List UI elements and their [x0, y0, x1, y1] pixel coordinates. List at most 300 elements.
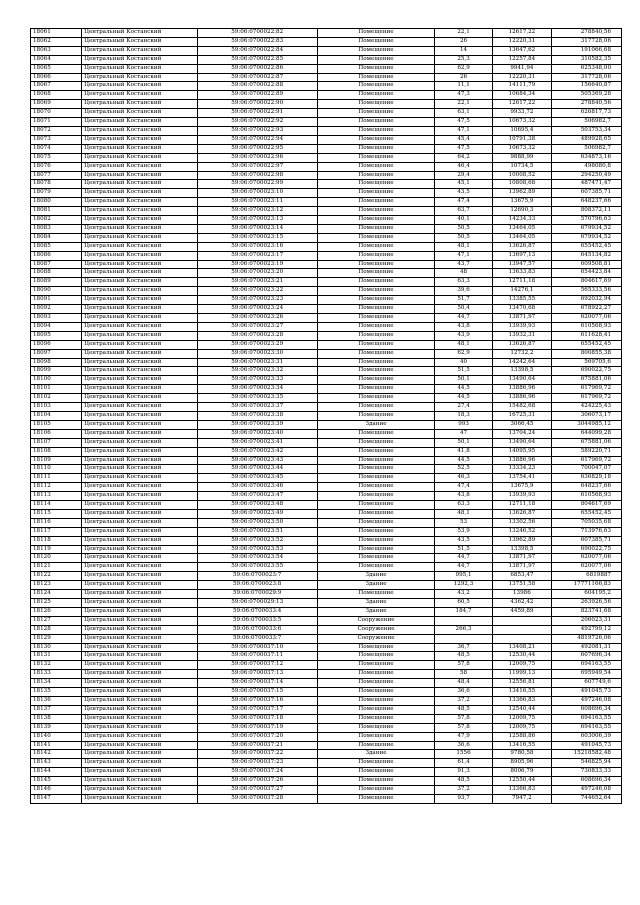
unit-rate-cell: 13704,24: [492, 429, 551, 438]
object-type-cell: Помещение: [317, 322, 435, 331]
object-type-cell: Помещение: [317, 643, 435, 652]
district-name-cell: Центральный Костанский: [82, 483, 198, 492]
row-number-cell: 18115: [31, 509, 82, 518]
unit-rate-cell: 13939,93: [492, 322, 551, 331]
area-value-cell: 44,5: [435, 456, 492, 465]
cadastral-number-cell: 59:06:0700023:12: [197, 207, 317, 216]
area-value-cell: 50,5: [435, 233, 492, 242]
cadastral-value-cell: 310582,35: [552, 55, 622, 64]
district-name-cell: Центральный Костанский: [82, 420, 198, 429]
cadastral-value-cell: 570796,63: [552, 216, 622, 225]
unit-rate-cell: 12617,22: [492, 29, 551, 38]
district-name-cell: Центральный Костанский: [82, 349, 198, 358]
table-row: [31, 545, 622, 554]
area-value-cell: 51,5: [435, 367, 492, 376]
object-type-cell: Помещение: [317, 109, 435, 118]
district-name-cell: Центральный Костанский: [82, 278, 198, 287]
district-name-cell: Центральный Костанский: [82, 153, 198, 162]
table-row: [31, 162, 622, 171]
object-type-cell: Помещение: [317, 768, 435, 777]
table-row: [31, 670, 622, 679]
cadastral-number-cell: 59:06:0700033:4: [197, 607, 317, 616]
area-value-cell: 43,8: [435, 322, 492, 331]
object-type-cell: Помещение: [317, 305, 435, 314]
table-row: [31, 438, 622, 447]
cadastral-value-cell: 713976,63: [552, 527, 622, 536]
cadastral-value-cell: 424225,43: [552, 403, 622, 412]
area-value-cell: 53: [435, 518, 492, 527]
cadastral-number-cell: 59:06:0700023:19: [197, 260, 317, 269]
row-number-cell: 18072: [31, 126, 82, 135]
table-row: [31, 171, 622, 180]
district-name-cell: Центральный Костанский: [82, 750, 198, 759]
area-value-cell: 91,3: [435, 768, 492, 777]
row-number-cell: 18144: [31, 768, 82, 777]
object-type-cell: Помещение: [317, 296, 435, 305]
table-row: [31, 376, 622, 385]
area-value-cell: 18,3: [435, 411, 492, 420]
cadastral-number-cell: 59:06:0700023:47: [197, 492, 317, 501]
cadastral-table: [30, 28, 622, 804]
cadastral-value-cell: 278840,56: [552, 100, 622, 109]
district-name-cell: Центральный Костанский: [82, 447, 198, 456]
unit-rate-cell: 13626,87: [492, 242, 551, 251]
object-type-cell: Помещение: [317, 536, 435, 545]
district-name-cell: Центральный Костанский: [82, 251, 198, 260]
unit-rate-cell: 15482,68: [492, 403, 551, 412]
unit-rate-cell: 13932,31: [492, 331, 551, 340]
cadastral-number-cell: 59:06:0700037:13: [197, 670, 317, 679]
cadastral-value-cell: 744652,64: [552, 794, 622, 803]
object-type-cell: Помещение: [317, 358, 435, 367]
area-value-cell: 57,8: [435, 714, 492, 723]
row-number-cell: 18075: [31, 153, 82, 162]
table-row: [31, 37, 622, 46]
district-name-cell: Центральный Костанский: [82, 242, 198, 251]
cadastral-number-cell: 59:06:0700023:55: [197, 563, 317, 572]
row-number-cell: 18125: [31, 599, 82, 608]
object-type-cell: Помещение: [317, 509, 435, 518]
object-type-cell: Помещение: [317, 732, 435, 741]
cadastral-number-cell: 59:06:0700022:98: [197, 171, 317, 180]
row-number-cell: 18113: [31, 492, 82, 501]
row-number-cell: 18070: [31, 109, 82, 118]
area-value-cell: 63,1: [435, 109, 492, 118]
object-type-cell: Помещение: [317, 501, 435, 510]
cadastral-value-cell: 690022,75: [552, 545, 622, 554]
district-name-cell: Центральный Костанский: [82, 554, 198, 563]
row-number-cell: 18121: [31, 563, 82, 572]
object-type-cell: Помещение: [317, 91, 435, 100]
cadastral-value-cell: 492799,12: [552, 625, 622, 634]
unit-rate-cell: 13633,83: [492, 269, 551, 278]
cadastral-number-cell: 59:06:0700023:50: [197, 518, 317, 527]
district-name-cell: Центральный Костанский: [82, 109, 198, 118]
cadastral-value-cell: 546825,94: [552, 759, 622, 768]
cadastral-value-cell: 487471,47: [552, 180, 622, 189]
row-number-cell: 18098: [31, 358, 82, 367]
district-name-cell: Центральный Костанский: [82, 296, 198, 305]
district-name-cell: Центральный Костанский: [82, 144, 198, 153]
cadastral-value-cell: 679934,52: [552, 233, 622, 242]
table-row: [31, 643, 622, 652]
row-number-cell: 18135: [31, 688, 82, 697]
object-type-cell: Сооружение: [317, 625, 435, 634]
unit-rate-cell: 13398,5: [492, 545, 551, 554]
district-name-cell: Центральный Костанский: [82, 679, 198, 688]
table-row: [31, 465, 622, 474]
area-value-cell: 36,7: [435, 643, 492, 652]
area-value-cell: 1556: [435, 750, 492, 759]
cadastral-number-cell: 59:06:0700037:18: [197, 714, 317, 723]
table-row: [31, 55, 622, 64]
object-type-cell: Помещение: [317, 260, 435, 269]
district-name-cell: Центральный Костанский: [82, 492, 198, 501]
cadastral-value-cell: 569705,6: [552, 358, 622, 367]
table-row: [31, 153, 622, 162]
cadastral-number-cell: 59:06:0700037:16: [197, 696, 317, 705]
cadastral-value-cell: 15218582,48: [552, 750, 622, 759]
cadastral-value-cell: 17771166,83: [552, 581, 622, 590]
cadastral-value-cell: 694163,55: [552, 714, 622, 723]
unit-rate-cell: 13939,93: [492, 492, 551, 501]
cadastral-value-cell: 644099,28: [552, 429, 622, 438]
area-value-cell: 29,4: [435, 171, 492, 180]
district-name-cell: Центральный Костанский: [82, 696, 198, 705]
row-number-cell: 18118: [31, 536, 82, 545]
object-type-cell: Здание: [317, 599, 435, 608]
cadastral-value-cell: 317728,06: [552, 37, 622, 46]
object-type-cell: Помещение: [317, 287, 435, 296]
table-row: [31, 331, 622, 340]
district-name-cell: Центральный Костанский: [82, 518, 198, 527]
object-type-cell: Помещение: [317, 483, 435, 492]
area-value-cell: 43,5: [435, 189, 492, 198]
area-value-cell: [435, 616, 492, 625]
area-value-cell: 47,3: [435, 91, 492, 100]
cadastral-number-cell: 59:06:0700023:48: [197, 501, 317, 510]
cadastral-number-cell: 59:06:0700023:17: [197, 251, 317, 260]
area-value-cell: 14: [435, 46, 492, 55]
cadastral-number-cell: 59:06:0700029:13: [197, 599, 317, 608]
cadastral-number-cell: 59:06:0700023:15: [197, 233, 317, 242]
row-number-cell: 18085: [31, 242, 82, 251]
area-value-cell: 60,5: [435, 599, 492, 608]
row-number-cell: 18111: [31, 474, 82, 483]
cadastral-number-cell: 59:06:0700022:95: [197, 144, 317, 153]
table-row: [31, 296, 622, 305]
row-number-cell: 18082: [31, 216, 82, 225]
unit-rate-cell: 4459,89: [492, 607, 551, 616]
cadastral-number-cell: 59:06:0700022:94: [197, 135, 317, 144]
unit-rate-cell: 14234,33: [492, 216, 551, 225]
row-number-cell: 18092: [31, 305, 82, 314]
row-number-cell: 18091: [31, 296, 82, 305]
area-value-cell: 48,1: [435, 242, 492, 251]
cadastral-number-cell: 59:06:0700037:15: [197, 688, 317, 697]
unit-rate-cell: 13416,55: [492, 688, 551, 697]
cadastral-value-cell: 278840,56: [552, 29, 622, 38]
unit-rate-cell: 13490,64: [492, 438, 551, 447]
area-value-cell: 184,7: [435, 607, 492, 616]
row-number-cell: 18108: [31, 447, 82, 456]
table-row: [31, 269, 622, 278]
row-number-cell: 18100: [31, 376, 82, 385]
table-row: [31, 599, 622, 608]
table-row: [31, 278, 622, 287]
cadastral-number-cell: 59:06:0700023:40: [197, 429, 317, 438]
district-name-cell: Центральный Костанский: [82, 501, 198, 510]
table-row: [31, 518, 622, 527]
area-value-cell: 48,1: [435, 340, 492, 349]
table-row: [31, 456, 622, 465]
unit-rate-cell: 13464,05: [492, 233, 551, 242]
cadastral-value-cell: 610568,93: [552, 322, 622, 331]
unit-rate-cell: 13398,5: [492, 367, 551, 376]
object-type-cell: Помещение: [317, 100, 435, 109]
row-number-cell: 18140: [31, 732, 82, 741]
table-row: [31, 64, 622, 73]
table-row: [31, 607, 622, 616]
table-row: [31, 251, 622, 260]
district-name-cell: Центральный Костанский: [82, 643, 198, 652]
cadastral-value-cell: 607385,71: [552, 189, 622, 198]
object-type-cell: Помещение: [317, 474, 435, 483]
table-row: [31, 340, 622, 349]
cadastral-value-cell: 617969,72: [552, 394, 622, 403]
row-number-cell: 18114: [31, 501, 82, 510]
area-value-cell: 26: [435, 73, 492, 82]
cadastral-number-cell: 59:06:0700037:17: [197, 705, 317, 714]
cadastral-value-cell: 565333,56: [552, 287, 622, 296]
cadastral-value-cell: 694163,55: [552, 723, 622, 732]
cadastral-number-cell: 59:06:0700023:23: [197, 296, 317, 305]
cadastral-value-cell: 800855,38: [552, 349, 622, 358]
table-row: [31, 287, 622, 296]
area-value-cell: 47,9: [435, 732, 492, 741]
table-row: [31, 367, 622, 376]
table-row: [31, 73, 622, 82]
area-value-cell: 50,4: [435, 305, 492, 314]
cadastral-value-cell: 675881,06: [552, 438, 622, 447]
table-row: [31, 509, 622, 518]
unit-rate-cell: 13334,23: [492, 465, 551, 474]
district-name-cell: Центральный Костанский: [82, 260, 198, 269]
object-type-cell: Помещение: [317, 714, 435, 723]
cadastral-number-cell: 59:06:0700023:11: [197, 198, 317, 207]
cadastral-number-cell: 59:06:0700023:34: [197, 385, 317, 394]
cadastral-number-cell: 59:06:0700023:20: [197, 269, 317, 278]
district-name-cell: Центральный Костанский: [82, 385, 198, 394]
object-type-cell: Помещение: [317, 554, 435, 563]
table-row: [31, 305, 622, 314]
cadastral-number-cell: 59:06:0700037:24: [197, 768, 317, 777]
district-name-cell: Центральный Костанский: [82, 759, 198, 768]
object-type-cell: Помещение: [317, 447, 435, 456]
area-value-cell: 993: [435, 420, 492, 429]
area-value-cell: 26: [435, 37, 492, 46]
area-value-cell: 39,6: [435, 287, 492, 296]
table-row: [31, 394, 622, 403]
area-value-cell: 22,1: [435, 100, 492, 109]
table-row: [31, 322, 622, 331]
unit-rate-cell: 12617,22: [492, 100, 551, 109]
table-row: [31, 216, 622, 225]
row-number-cell: 18067: [31, 82, 82, 91]
row-number-cell: 18076: [31, 162, 82, 171]
cadastral-value-cell: 506982,7: [552, 118, 622, 127]
unit-rate-cell: 13697,13: [492, 251, 551, 260]
cadastral-number-cell: 59:06:0700037:23: [197, 759, 317, 768]
cadastral-number-cell: 59:06:0700033:5: [197, 616, 317, 625]
object-type-cell: Помещение: [317, 403, 435, 412]
object-type-cell: Помещение: [317, 153, 435, 162]
table-row: [31, 447, 622, 456]
row-number-cell: 18079: [31, 189, 82, 198]
area-value-cell: 61,4: [435, 759, 492, 768]
cadastral-number-cell: 59:06:0700022:92: [197, 118, 317, 127]
table-row: [31, 741, 622, 750]
row-number-cell: 18136: [31, 696, 82, 705]
district-name-cell: Центральный Костанский: [82, 474, 198, 483]
cadastral-number-cell: 59:06:0700033:6: [197, 625, 317, 634]
table-row: [31, 358, 622, 367]
district-name-cell: Центральный Костанский: [82, 607, 198, 616]
row-number-cell: 18139: [31, 723, 82, 732]
cadastral-value-cell: 503753,34: [552, 126, 622, 135]
cadastral-number-cell: 59:06:0700022:87: [197, 73, 317, 82]
area-value-cell: 47: [435, 429, 492, 438]
area-value-cell: 43,5: [435, 536, 492, 545]
object-type-cell: Помещение: [317, 590, 435, 599]
object-type-cell: Помещение: [317, 73, 435, 82]
district-name-cell: Центральный Костанский: [82, 527, 198, 536]
cadastral-value-cell: 645134,82: [552, 251, 622, 260]
table-row: [31, 777, 622, 786]
row-number-cell: 18146: [31, 786, 82, 795]
table-row: [31, 554, 622, 563]
unit-rate-cell: 13871,97: [492, 554, 551, 563]
cadastral-number-cell: 59:06:0700023:16: [197, 242, 317, 251]
cadastral-value-cell: 589220,71: [552, 447, 622, 456]
area-value-cell: 62,9: [435, 349, 492, 358]
district-name-cell: Центральный Костанский: [82, 91, 198, 100]
cadastral-number-cell: 59:06:0700029:9: [197, 590, 317, 599]
area-value-cell: 37,2: [435, 786, 492, 795]
cadastral-value-cell: 695949,54: [552, 670, 622, 679]
district-name-cell: Центральный Костанский: [82, 358, 198, 367]
district-name-cell: Центральный Костанский: [82, 536, 198, 545]
table-row: [31, 661, 622, 670]
table-row: [31, 714, 622, 723]
cadastral-value-cell: 492081,31: [552, 643, 622, 652]
area-value-cell: 46,3: [435, 474, 492, 483]
cadastral-number-cell: 59:06:0700023:30: [197, 349, 317, 358]
cadastral-value-cell: 611628,41: [552, 331, 622, 340]
cadastral-value-cell: 617969,72: [552, 456, 622, 465]
district-name-cell: Центральный Костанский: [82, 688, 198, 697]
table-row: [31, 82, 622, 91]
district-name-cell: Центральный Костанский: [82, 216, 198, 225]
row-number-cell: 18104: [31, 411, 82, 420]
cadastral-value-cell: 620077,06: [552, 563, 622, 572]
row-number-cell: 18142: [31, 750, 82, 759]
object-type-cell: Помещение: [317, 82, 435, 91]
unit-rate-cell: 13647,62: [492, 46, 551, 55]
district-name-cell: Центральный Костанский: [82, 670, 198, 679]
cadastral-value-cell: 690022,75: [552, 367, 622, 376]
object-type-cell: Помещение: [317, 688, 435, 697]
row-number-cell: 18122: [31, 572, 82, 581]
cadastral-value-cell: 607749,6: [552, 679, 622, 688]
object-type-cell: Помещение: [317, 55, 435, 64]
object-type-cell: Сооружение: [317, 616, 435, 625]
table-row: [31, 126, 622, 135]
area-value-cell: 43,7: [435, 260, 492, 269]
table-row: [31, 750, 622, 759]
object-type-cell: Помещение: [317, 696, 435, 705]
cadastral-number-cell: 59:06:0700023:28: [197, 331, 317, 340]
object-type-cell: Помещение: [317, 180, 435, 189]
area-value-cell: 48,4: [435, 679, 492, 688]
unit-rate-cell: 10808,68: [492, 180, 551, 189]
row-number-cell: 18062: [31, 37, 82, 46]
table-row: [31, 474, 622, 483]
cadastral-value-cell: 620077,06: [552, 314, 622, 323]
cadastral-number-cell: 59:06:0700023:26: [197, 314, 317, 323]
row-number-cell: 18095: [31, 331, 82, 340]
table-row: [31, 527, 622, 536]
unit-rate-cell: 13246,52: [492, 527, 551, 536]
unit-rate-cell: [492, 616, 551, 625]
unit-rate-cell: 11999,13: [492, 670, 551, 679]
unit-rate-cell: 12009,75: [492, 661, 551, 670]
district-name-cell: Центральный Костанский: [82, 224, 198, 233]
cadastral-number-cell: 59:06:0700023:35: [197, 394, 317, 403]
object-type-cell: Помещение: [317, 563, 435, 572]
row-number-cell: 18130: [31, 643, 82, 652]
unit-rate-cell: 12556,81: [492, 679, 551, 688]
object-type-cell: Помещение: [317, 162, 435, 171]
row-number-cell: 18097: [31, 349, 82, 358]
area-value-cell: 37,2: [435, 696, 492, 705]
table-row: [31, 118, 622, 127]
district-name-cell: Центральный Костанский: [82, 732, 198, 741]
cadastral-value-cell: 610568,93: [552, 492, 622, 501]
unit-rate-cell: 13962,89: [492, 189, 551, 198]
cadastral-value-cell: 700047,07: [552, 465, 622, 474]
district-name-cell: Центральный Костанский: [82, 135, 198, 144]
cadastral-value-cell: 306073,17: [552, 411, 622, 420]
row-number-cell: 18134: [31, 679, 82, 688]
district-name-cell: Центральный Костанский: [82, 37, 198, 46]
table-row: [31, 314, 622, 323]
row-number-cell: 18107: [31, 438, 82, 447]
district-name-cell: Центральный Костанский: [82, 376, 198, 385]
cadastral-number-cell: 59:06:0700023:42: [197, 447, 317, 456]
object-type-cell: Помещение: [317, 118, 435, 127]
area-value-cell: 48,5: [435, 652, 492, 661]
district-name-cell: Центральный Костанский: [82, 269, 198, 278]
cadastral-value-cell: 675881,06: [552, 376, 622, 385]
district-name-cell: Центральный Костанский: [82, 46, 198, 55]
cadastral-number-cell: 59:06:0700022:99: [197, 180, 317, 189]
table-row: [31, 625, 622, 634]
cadastral-number-cell: 59:06:0700022:89: [197, 91, 317, 100]
row-number-cell: 18129: [31, 634, 82, 643]
unit-rate-cell: 12220,31: [492, 37, 551, 46]
unit-rate-cell: 10673,32: [492, 118, 551, 127]
